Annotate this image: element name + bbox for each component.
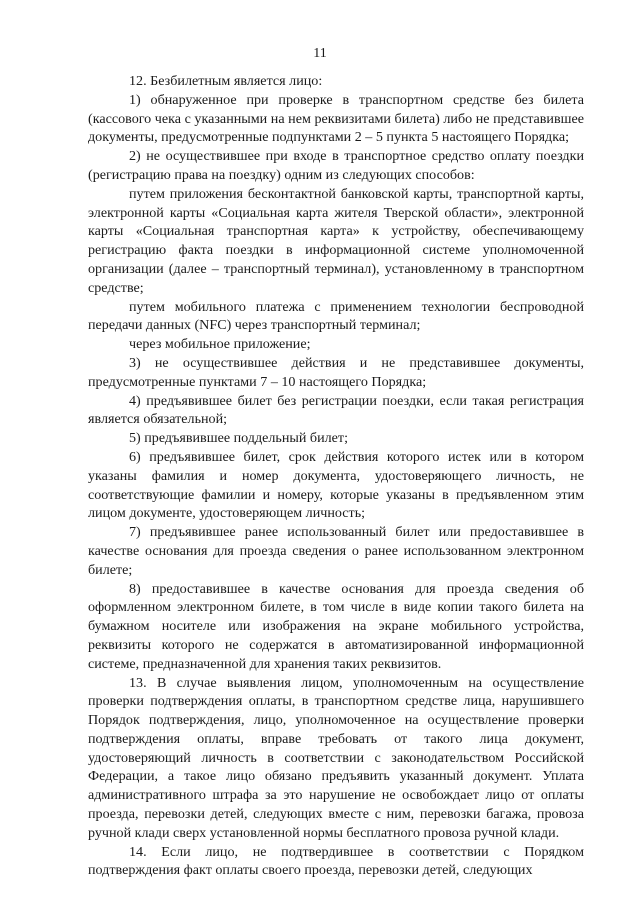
paragraph-14: 14. Если лицо, не подтвердившее в соответствии с Порядком подтверждения факт оплаты своего проезда, перевозки детей, следующих: [88, 843, 584, 879]
paragraph-12-item-6: 6) предъявившее билет, срок действия которого истек или в котором указаны фамилия и номер документа, удостоверяющего личность, не соответствующие фамилии и номеру, которые указаны в предъявленном этим лицом документе, удостоверяющем личность;: [88, 448, 584, 522]
paragraph-12-item-7: 7) предъявившее ранее использованный билет или предоставившее в качестве основания для проезда сведения о ранее использованном электронном билете;: [88, 524, 584, 578]
page-number: 11: [313, 46, 327, 61]
paragraph-12-item-2-method-app: через мобильное приложение;: [129, 336, 311, 353]
paragraph-12-item-4: 4) предъявившее билет без регистрации поездки, если такая регистрация является обязательной;: [88, 392, 584, 428]
paragraph-12-item-2-method-nfc: путем мобильного платежа с применением технологии беспроводной передачи данных (NFC) через транспортный терминал;: [88, 298, 584, 334]
paragraph-12-item-2: 2) не осуществившее при входе в транспортное средство оплату поездки (регистрацию права на поездку) одним из следующих способов:: [88, 148, 584, 183]
paragraph-12-item-5: 5) предъявившее поддельный билет;: [129, 430, 348, 447]
document-body: [88, 72, 584, 880]
paragraph-13: 13. В случае выявления лицом, уполномоченным на осуществление проверки подтверждения оплаты, в транспортном средстве лица, нарушившего Порядок подтверждения, лицо, уполномоченное на осуществление проверки подтверждения оплаты, вправе требовать от такого лица документ, удостоверяющий личность в соответствии с законодательством Российской Федерации, а такое лицо обязано предъявить указанный документ. Уплата административного штрафа за это нарушение не освобождает лицо от оплаты проезда, перевозки детей, следующих вместе с ним, перевозки багажа, провоза ручной клади сверх установленной нормы бесплатного провоза ручной клади.: [88, 674, 584, 841]
paragraph-12-item-1: 1) обнаруженное при проверке в транспортном средстве без билета (кассового чека с указанными на нем реквизитами билета) либо не представившее документы, предусмотренные подпунктами 2 – 5 пункта 5 настоящего Порядка;: [88, 91, 584, 146]
paragraph-12-item-3: 3) не осуществившее действия и не представившее документы, предусмотренные пунктами 7 – 10 настоящего Порядка;: [88, 354, 584, 390]
paragraph-12-item-8: 8) предоставившее в качестве основания для проезда сведения об оформленном электронном билете, в том числе в виде копии такого билета на бумажном носителе или изображения на экране мобильного устройства, реквизиты которого не содержатся в автоматизированной информационной системе, предназначенной для хранения таких реквизитов.: [88, 580, 584, 672]
paragraph-12-item-2-method-card: путем приложения бесконтактной банковской карты, транспортной карты, электронной карты «Социальная карта жителя Тверской области», электронной карты «Социальная транспортная карта» к устройству, обеспечивающему регистрацию факта поездки в информационной системе уполномоченной организации (далее – транспортный терминал), установленному в транспортном средстве;: [88, 185, 584, 296]
paragraph-12-heading: 12. Безбилетным является лицо:: [129, 73, 323, 89]
